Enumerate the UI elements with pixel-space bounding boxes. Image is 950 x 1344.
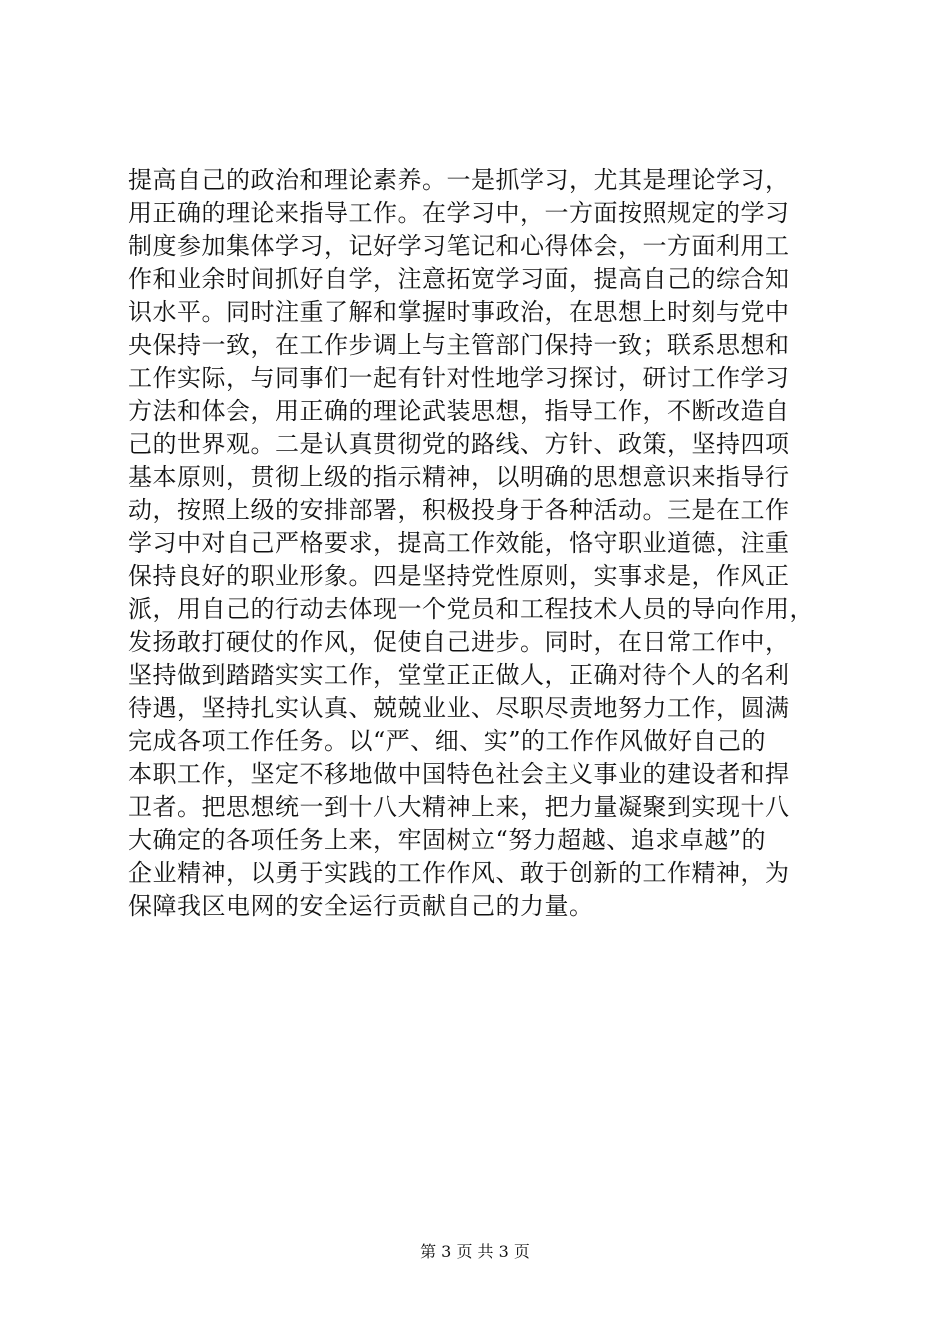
text-line: 用正确的理论来指导工作。在学习中，一方面按照规定的学习	[128, 199, 790, 227]
text-line: 完成各项工作任务。以“严、细、实”的工作作风做好自己的	[128, 727, 767, 755]
text-line: 工作实际，与同事们一起有针对性地学习探讨，研讨工作学习	[128, 364, 790, 392]
text-line: 动，按照上级的安排部署，积极投身于各种活动。三是在工作	[128, 496, 790, 524]
text-line: 企业精神，以勇于实践的工作作风、敢于创新的工作精神，为	[128, 859, 790, 887]
text-line: 待遇，坚持扎实认真、兢兢业业、尽职尽责地努力工作，圆满	[128, 694, 790, 722]
text-line: 发扬敢打硬仗的作风，促使自己进步。同时，在日常工作中，	[128, 628, 790, 656]
text-line: 央保持一致，在工作步调上与主管部门保持一致；联系思想和	[128, 331, 790, 359]
text-line: 派，用自己的行动去体现一个党员和工程技术人员的导向作用，	[128, 595, 814, 623]
text-line: 作和业余时间抓好自学，注意拓宽学习面，提高自己的综合知	[128, 265, 790, 293]
text-line: 识水平。同时注重了解和掌握时事政治，在思想上时刻与党中	[128, 298, 790, 326]
text-line: 方法和体会，用正确的理论武装思想，指导工作，不断改造自	[128, 397, 790, 425]
text-line: 基本原则，贯彻上级的指示精神，以明确的思想意识来指导行	[128, 463, 790, 491]
text-line: 学习中对自己严格要求，提高工作效能，恪守职业道德，注重	[128, 529, 790, 557]
text-line: 本职工作，坚定不移地做中国特色社会主义事业的建设者和捍	[128, 760, 790, 788]
page-number-footer: 第 3 页 共 3 页	[420, 1242, 530, 1261]
text-line: 保障我区电网的安全运行贡献自己的力量。	[128, 892, 594, 920]
text-line: 制度参加集体学习，记好学习笔记和心得体会，一方面利用工	[128, 232, 790, 260]
text-line: 大确定的各项任务上来，牢固树立“努力超越、追求卓越”的	[128, 826, 767, 854]
text-line: 坚持做到踏踏实实工作，堂堂正正做人，正确对待个人的名利	[128, 661, 790, 689]
text-line: 保持良好的职业形象。四是坚持党性原则，实事求是，作风正	[128, 562, 790, 590]
text-line: 卫者。把思想统一到十八大精神上来，把力量凝聚到实现十八	[128, 793, 790, 821]
body-paragraph	[128, 164, 828, 923]
text-line: 己的世界观。二是认真贯彻党的路线、方针、政策，坚持四项	[128, 430, 790, 458]
text-line: 提高自己的政治和理论素养。一是抓学习，尤其是理论学习，	[128, 166, 790, 194]
